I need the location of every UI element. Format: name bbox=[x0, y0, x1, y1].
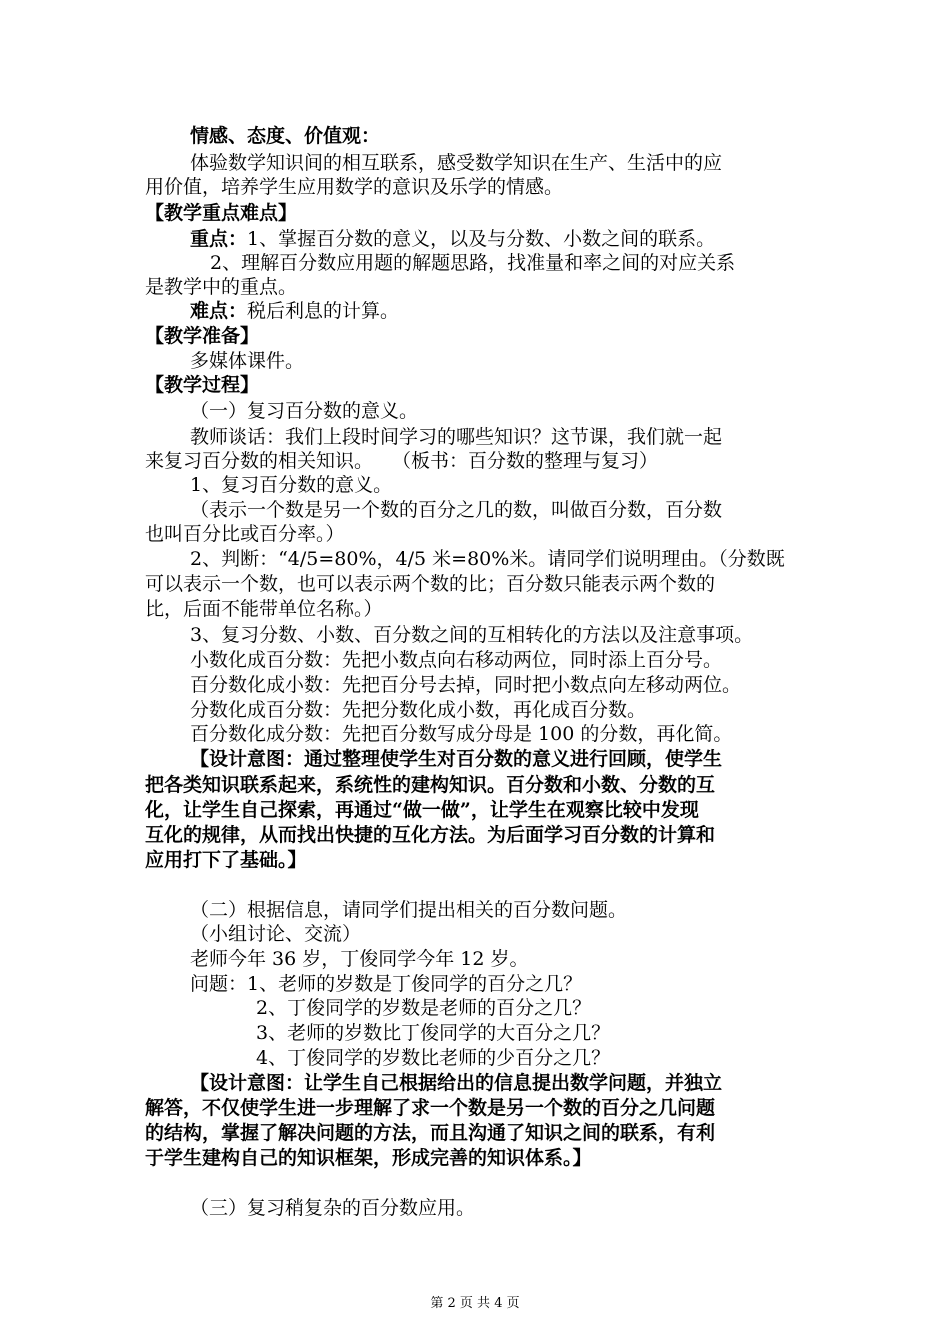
question-item: 问题：1、老师的岁数是丁俊同学的百分之几？ bbox=[190, 973, 583, 995]
paragraph-line: 可以表示一个数，也可以表示两个数的比；百分数只能表示两个数的 bbox=[145, 573, 716, 595]
part-title: （三）复习稍复杂的百分数应用。 bbox=[190, 1197, 476, 1219]
paragraph-line: 分数化成百分数：先把分数化成小数，再化成百分数。 bbox=[190, 699, 647, 721]
key-point-line bbox=[190, 227, 715, 251]
paragraph-line: 用价值，培养学生应用数学的意识及乐学的情感。 bbox=[145, 176, 564, 198]
paragraph-line: 体验数学知识间的相互联系，感受数学知识在生产、生活中的应 bbox=[190, 152, 723, 174]
paragraph-line: 百分数化成小数：先把百分号去掉，同时把小数点向左移动两位。 bbox=[190, 674, 742, 696]
design-intent-line: 的结构，掌握了解决问题的方法，而且沟通了知识之间的联系，有利 bbox=[145, 1122, 716, 1144]
design-intent-line: 把各类知识联系起来，系统性的建构知识。百分数和小数、分数的互 bbox=[145, 774, 716, 796]
question-item: 4、丁俊同学的岁数比老师的少百分之几？ bbox=[256, 1047, 611, 1069]
part-title: （一）复习百分数的意义。 bbox=[190, 400, 419, 422]
difficulty-label: 难点： bbox=[190, 300, 248, 322]
key-point-label: 重点： bbox=[190, 228, 248, 250]
design-intent-line: 于学生建构自己的知识框架，形成完善的知识体系。】 bbox=[145, 1147, 592, 1169]
section-heading-key-points: 【教学重点难点】 bbox=[145, 202, 298, 224]
paragraph-line: （小组讨论、交流） bbox=[190, 923, 362, 945]
question-item: 2、丁俊同学的岁数是老师的百分之几？ bbox=[256, 997, 592, 1019]
design-intent-line: 互化的规律，从而找出快捷的互化方法。为后面学习百分数的计算和 bbox=[145, 824, 716, 846]
paragraph-line: 教师谈话：我们上段时间学习的哪些知识？这节课，我们就一起 bbox=[190, 426, 723, 448]
attitude-heading: 情感、态度、价值观： bbox=[190, 125, 381, 147]
section-heading-process: 【教学过程】 bbox=[145, 374, 260, 396]
paragraph-line: 百分数化成分数：先把百分数写成分母是 100 的分数，再化简。 bbox=[190, 723, 733, 745]
paragraph-line: 多媒体课件。 bbox=[190, 350, 305, 372]
section-heading-preparation: 【教学准备】 bbox=[145, 325, 260, 347]
paragraph-line: 小数化成百分数：先把小数点向右移动两位，同时添上百分号。 bbox=[190, 649, 723, 671]
paragraph-line: 3、复习分数、小数、百分数之间的互相转化的方法以及注意事项。 bbox=[190, 624, 754, 646]
difficulty-text: 税后利息的计算。 bbox=[247, 300, 400, 322]
paragraph-line: 2、理解百分数应用题的解题思路，找准量和率之间的对应关系 bbox=[210, 252, 736, 274]
question-item: 3、老师的岁数比丁俊同学的大百分之几？ bbox=[256, 1022, 611, 1044]
paragraph-line: 是教学中的重点。 bbox=[145, 276, 298, 298]
page-number: 第 2 页 共 4 页 bbox=[430, 1296, 520, 1311]
paragraph-line: （表示一个数是另一个数的百分之几的数，叫做百分数，百分数 bbox=[190, 499, 723, 521]
paragraph-line: 比，后面不能带单位名称。） bbox=[145, 598, 383, 620]
key-point-text: 1、掌握百分数的意义，以及与分数、小数之间的联系。 bbox=[247, 228, 716, 250]
design-intent-line: 化，让学生自己探索，再通过“做一做”，让学生在观察比较中发现 bbox=[145, 799, 699, 821]
paragraph-line: 来复习百分数的相关知识。 （板书：百分数的整理与复习） bbox=[145, 450, 659, 472]
part-title: （二）根据信息，请同学们提出相关的百分数问题。 bbox=[190, 899, 628, 921]
design-intent-line: 【设计意图：通过整理使学生对百分数的意义进行回顾，使学生 bbox=[190, 748, 723, 770]
paragraph-line: 2、判断：“4/5=80%，4/5 米=80%米。请同学们说明理由。（分数既 bbox=[190, 548, 785, 570]
paragraph-line: 1、复习百分数的意义。 bbox=[190, 474, 393, 496]
paragraph-line: 老师今年 36 岁，丁俊同学今年 12 岁。 bbox=[190, 948, 529, 970]
paragraph-line: 也叫百分比或百分率。） bbox=[145, 523, 345, 545]
design-intent-line: 应用打下了基础。】 bbox=[145, 849, 307, 871]
design-intent-line: 【设计意图：让学生自己根据给出的信息提出数学问题，并独立 bbox=[190, 1072, 723, 1094]
difficulty-line bbox=[190, 299, 399, 323]
design-intent-line: 解答，不仅使学生进一步理解了求一个数是另一个数的百分之几问题 bbox=[145, 1097, 716, 1119]
